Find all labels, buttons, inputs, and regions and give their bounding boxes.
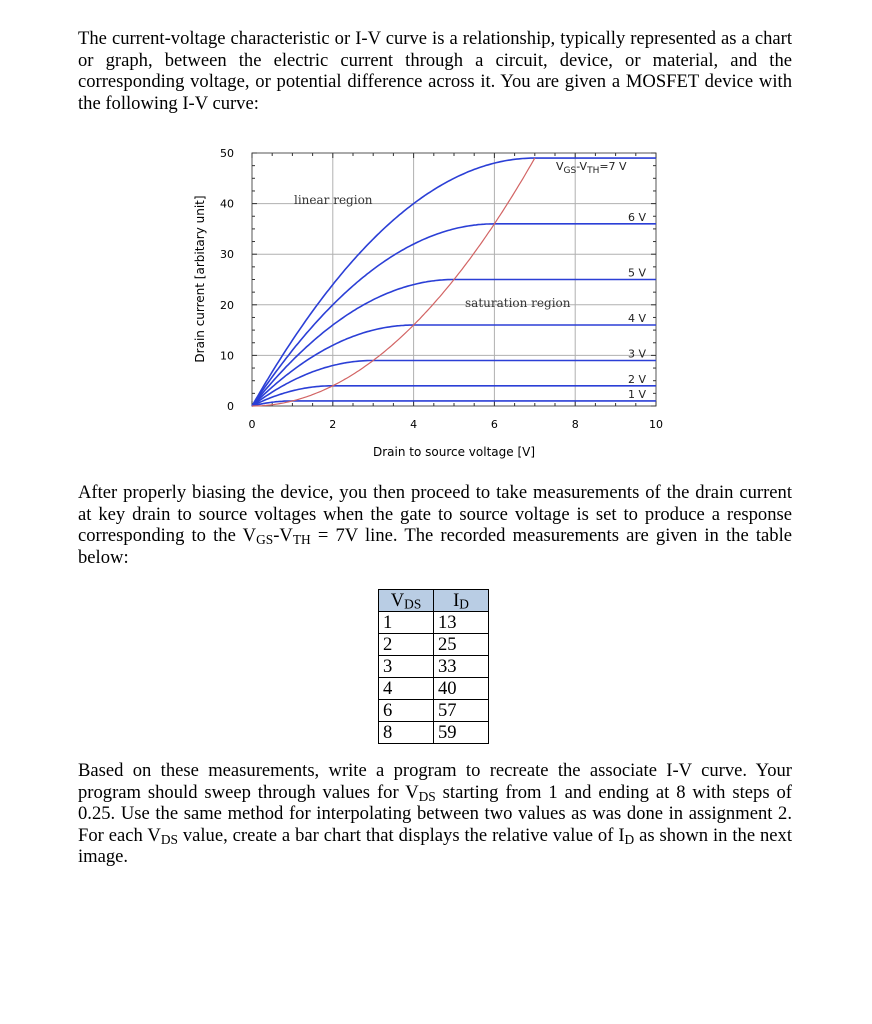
y-tick-label: 0 xyxy=(227,400,234,413)
subscript-gs: GS xyxy=(256,532,274,548)
closing-text-1: Based on these measurements, write a program to recreate the associate I-V curve. Your program should sweep through values for V xyxy=(78,760,792,803)
y-tick-label: 40 xyxy=(220,197,234,211)
curve-label-vgs-vth: $V_{GS}-V_{TH}=7$ V xyxy=(556,160,627,177)
table-row xyxy=(379,634,489,656)
x-tick-labels xyxy=(249,418,664,431)
subscript-ds-2: DS xyxy=(160,831,178,847)
table-row xyxy=(379,678,489,700)
vds-cell: 6 xyxy=(379,700,434,722)
table-row xyxy=(379,722,489,744)
closing-text-4: as shown in the next image. xyxy=(78,824,792,868)
id-cell: 40 xyxy=(434,678,489,700)
iv-curve-2v xyxy=(252,386,656,406)
x-tick-label: 0 xyxy=(248,418,256,431)
curve-label: 2 V xyxy=(627,372,646,386)
x-tick-label: 8 xyxy=(571,418,579,431)
curve-label: 1 V xyxy=(627,387,646,401)
subscript-d: D xyxy=(624,831,635,847)
iv-curve-chart xyxy=(186,136,676,466)
vds-cell: 2 xyxy=(379,634,434,656)
curve-label: 4 V xyxy=(627,312,646,326)
curve-label: 3 V xyxy=(627,347,646,361)
header-id: $I_D$ xyxy=(434,590,489,612)
table-header-row xyxy=(379,590,489,612)
id-cell: 59 xyxy=(434,722,489,744)
y-tick-labels xyxy=(220,147,234,413)
id-cell: 57 xyxy=(434,700,489,722)
intro-paragraph xyxy=(78,28,792,114)
y-tick-label: 20 xyxy=(220,298,234,312)
subscript-th: TH xyxy=(292,532,311,548)
table-row xyxy=(379,656,489,678)
table-row xyxy=(379,700,489,722)
intro-text: The current-voltage characteristic or I-V curve is a relationship, typically represented as a chart or graph, between the electric current through a circuit, device, or material, and the corresponding voltage, or potential difference across it. You are given a MOSFET device with the following I-V curve: xyxy=(78,28,792,114)
table-row xyxy=(379,612,489,634)
closing-text-3: value, create a bar chart that displays the relative value of I xyxy=(177,824,625,846)
header-vds: $V_{DS}$ xyxy=(379,590,434,612)
id-cell: 33 xyxy=(434,656,489,678)
y-tick-label: 50 xyxy=(220,147,234,160)
linear-region-label: linear region xyxy=(294,193,373,207)
x-tick-label: 2 xyxy=(329,418,337,431)
vds-cell: 1 xyxy=(379,612,434,634)
closing-text-2: starting from 1 and ending at 8 with steps of 0.25. Use the same method for interpolating between two values as was done in assignment 2. For each V xyxy=(78,781,792,846)
x-tick-label: 10 xyxy=(649,418,663,431)
id-cell: 13 xyxy=(434,612,489,634)
x-axis-label: Drain to source voltage [V] xyxy=(372,445,536,459)
y-tick-label: 10 xyxy=(220,349,234,363)
x-tick-label: 6 xyxy=(490,418,498,431)
curve-label: 5 V xyxy=(627,266,646,280)
iv-curve-3v xyxy=(252,361,656,407)
vds-cell: 8 xyxy=(379,722,434,744)
y-axis-label: Drain current [arbitary unit] xyxy=(193,195,207,363)
curve-label: 6 V xyxy=(627,210,646,224)
iv-curve-6v xyxy=(252,224,656,406)
measurement-text-3: = 7V line. The recorded measurements are given in the table below: xyxy=(78,525,792,568)
curve-labels xyxy=(556,160,646,401)
closing-paragraph xyxy=(78,760,792,868)
measurement-paragraph xyxy=(78,482,792,568)
subscript-ds-1: DS xyxy=(418,788,436,804)
y-tick-label: 30 xyxy=(220,248,234,262)
measurement-text-1: After properly biasing the device, you then proceed to take measurements of the drain current at key drain to source voltages when the gate to source voltage is set to produce a response corresponding to the V xyxy=(78,482,792,547)
id-cell: 25 xyxy=(434,634,489,656)
vds-cell: 3 xyxy=(379,656,434,678)
measurement-text-2: -V xyxy=(273,525,293,547)
x-tick-label: 4 xyxy=(410,418,418,431)
iv-curve-4v xyxy=(252,325,656,406)
measurements-table xyxy=(378,589,489,744)
saturation-region-label: saturation region xyxy=(465,296,571,310)
vds-cell: 4 xyxy=(379,678,434,700)
